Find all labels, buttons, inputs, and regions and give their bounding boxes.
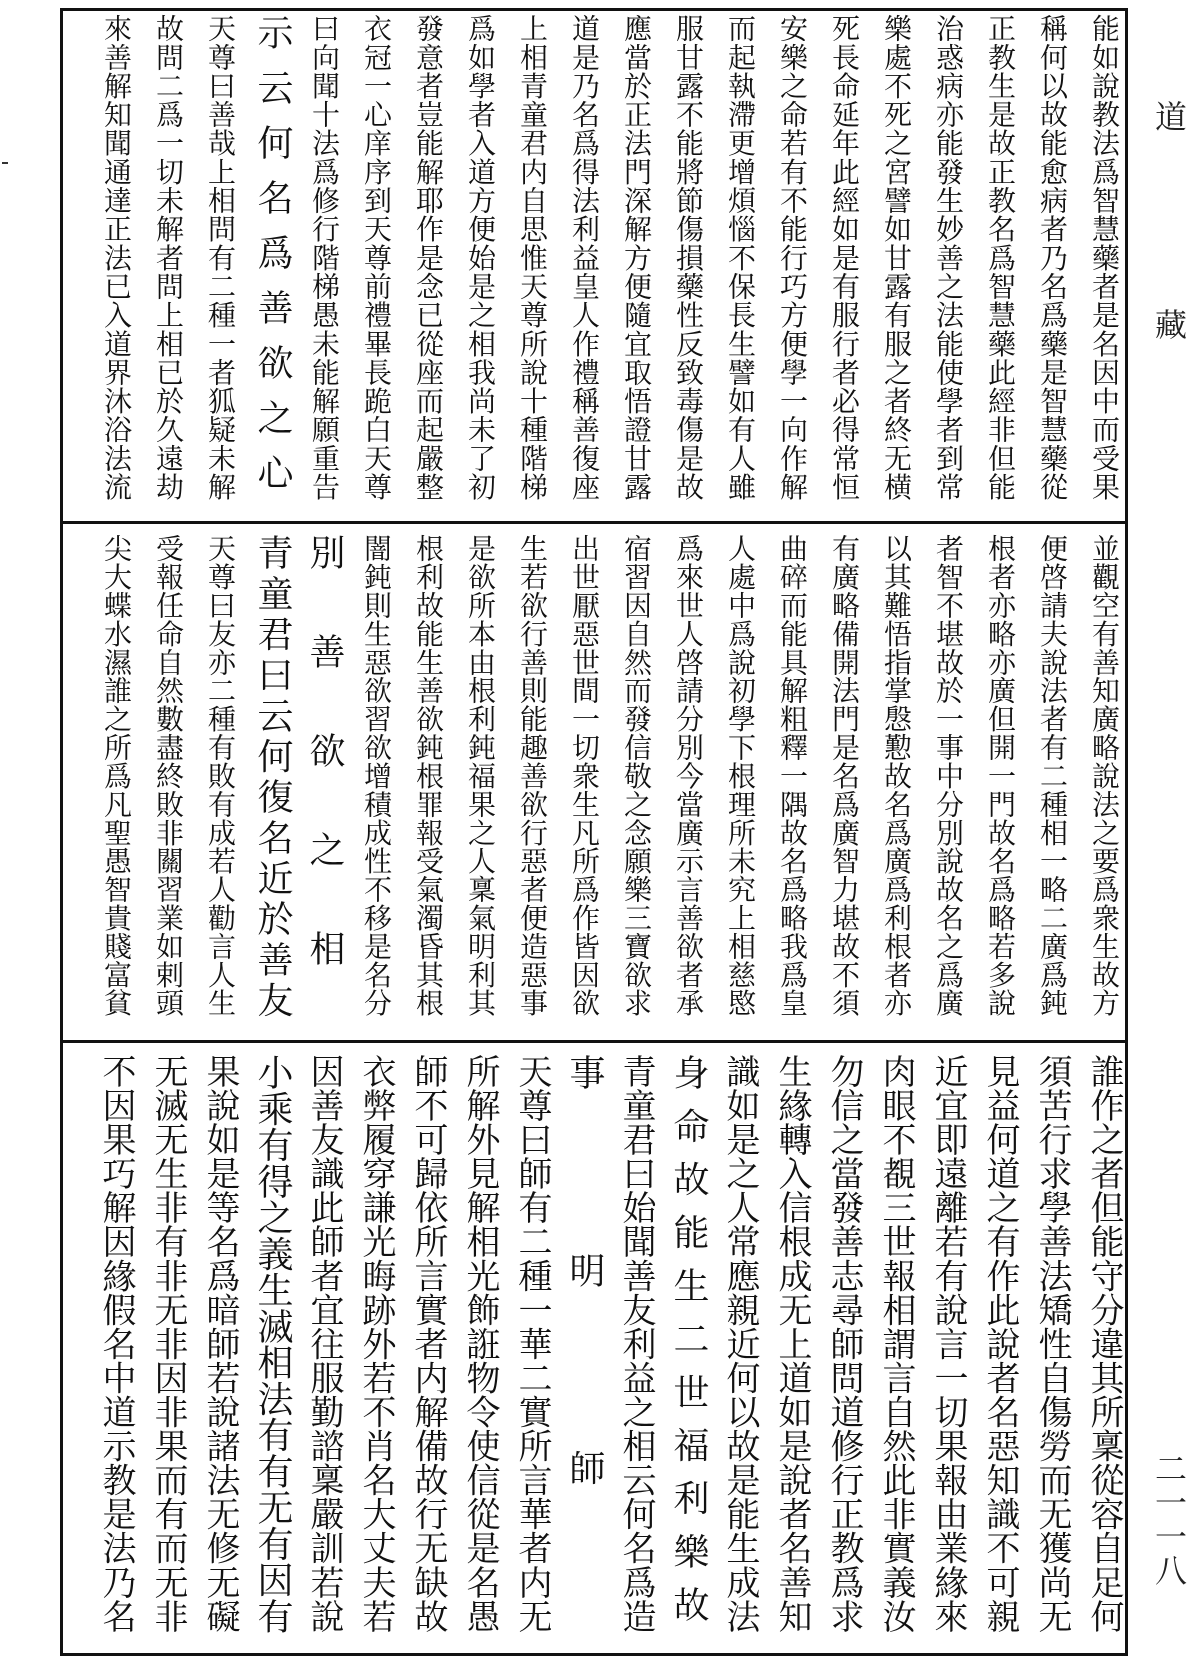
- text-column: 應當於正法門深解方便隨宜取悟證甘露: [620, 14, 653, 501]
- text-column: 小乘有得之義生滅相法有有无有因有: [252, 1054, 293, 1634]
- text-column: 誰作之者但能守分違其所稟從容自足何: [1084, 1054, 1124, 1633]
- text-column: 因善友識此師者宜往服勤諮稟嚴訓若說: [304, 1054, 344, 1633]
- text-column: 衣冠一心庠序到天尊前禮畢長跪白天尊: [360, 14, 393, 501]
- text-column: 並觀空有善知廣略說法之要爲衆生故方: [1088, 534, 1121, 1017]
- text-column: 正教生是故正教名爲智慧藥此經非但能: [984, 14, 1017, 501]
- folio-number: 二一一八: [1150, 1452, 1188, 1588]
- text-column: 死長命延年此經如是有服行者必得常恒: [828, 14, 861, 501]
- text-column: 天尊曰師有二種一華二實所言華者内无: [512, 1054, 552, 1633]
- register-divider-2: [60, 1040, 1128, 1043]
- text-column: 生若欲行善則能趣善欲行惡者便造惡事: [516, 534, 549, 1017]
- text-column: 根利故能生善欲鈍根罪報受氣濁昏其根: [412, 534, 445, 1017]
- text-column: 見益何道之有作此說者名惡知識不可親: [980, 1054, 1020, 1633]
- text-column: 受報任命自然數盡終敗非關習業如剌頭: [152, 534, 185, 1017]
- text-column: 勿信之當發善志尋師問道修行正教爲求: [824, 1054, 864, 1633]
- text-column: 根者亦略亦廣但開一門故名爲略若多說: [984, 534, 1017, 1017]
- text-column: 師不可歸依所言實者内解備故行无缺故: [408, 1054, 448, 1633]
- text-column: 曰向聞十法爲修行階梯愚未能解願重告: [308, 14, 341, 501]
- text-column: 天尊曰善哉上相問有二種一者狐疑未解: [204, 14, 237, 501]
- text-column: 出世厭惡世間一切衆生凡所爲作皆因欲: [568, 534, 601, 1017]
- text-column: 以其難悟指掌慇懃故名爲廣爲利根者亦: [880, 534, 913, 1017]
- text-column: 道是乃名爲得法利益皇人作禮稱善復座: [568, 14, 601, 501]
- text-column: 生緣轉入信根成无上道如是說者名善知: [772, 1054, 812, 1633]
- text-column: 樂處不死之宮譬如甘露有服之者終无横: [880, 14, 913, 501]
- register-bottom: [90, 1054, 1130, 1650]
- text-column: 識如是之人常應親近何以故是能生成法: [720, 1054, 760, 1633]
- text-column: 人處中爲說初學下根理所未究上相慈愍: [724, 534, 757, 1017]
- text-column: 身命故能生二世福利樂故: [668, 1054, 709, 1639]
- text-column: 爲如學者入道方便始是之相我尚未了初: [464, 14, 497, 501]
- text-column: 天尊曰友亦二種有敗有成若人勸言人生: [204, 534, 237, 1017]
- header-char-2: 藏: [1150, 308, 1188, 340]
- text-column: 不因果巧解因緣假名中道示教是法乃名: [96, 1054, 136, 1633]
- text-column: 近宜即遠離若有說言一切果報由業緣來: [928, 1054, 968, 1633]
- text-column: 青童君曰云何復名近於善友: [252, 534, 293, 1022]
- text-column: 无滅无生非有非无非因非果而有而无非: [148, 1054, 188, 1633]
- text-column: 示云何名爲善欲之心: [252, 14, 293, 509]
- text-column: 爲來世人啓請分別今當廣示言善欲者承: [672, 534, 705, 1017]
- text-column: 是欲所本由根利鈍福果之人稟氣明利其: [464, 534, 497, 1017]
- text-column: 所解外見解相光飾誑物令使信從是名愚: [460, 1054, 500, 1633]
- text-column: 衣弊履穿謙光晦跡外若不肖名大丈夫若: [356, 1054, 396, 1633]
- text-column: 稱何以故能愈病者乃名爲藥是智慧藥從: [1036, 14, 1069, 501]
- register-divider-1: [60, 521, 1128, 524]
- text-column: 有廣略備開法門是名爲廣智力堪故不須: [828, 534, 861, 1017]
- text-column: 安樂之命若有不能行巧方便學一向作解: [776, 14, 809, 501]
- text-column: 須苦行求學善法矯性自傷勞而无獲尚无: [1032, 1054, 1072, 1633]
- text-column: 尖大蝶水濕誰之所爲凡聖愚智貴賤富貧: [100, 534, 133, 1017]
- text-column: 能如說教法爲智慧藥者是名因中而受果: [1088, 14, 1121, 501]
- text-column: 宿習因自然而發信敬之念願樂三寶欲求: [620, 534, 653, 1017]
- text-column: 服甘露不能將節傷損藥性反致毒傷是故: [672, 14, 705, 501]
- text-column: 事明師: [564, 1054, 605, 1647]
- text-column: 而起執滯更增煩惱不保長生譬如有人雖: [724, 14, 757, 501]
- text-column: 曲碎而能具解粗釋一隅故名爲略我爲皇: [776, 534, 809, 1017]
- text-column: 果說如是等名爲暗師若說諸法无修无礙: [200, 1054, 240, 1633]
- text-column: 青童君曰始聞善友利益之相云何名爲造: [616, 1054, 656, 1633]
- text-column: 者智不堪故於一事中分別說故名之爲廣: [932, 534, 965, 1017]
- register-middle: [90, 534, 1130, 1034]
- text-column: 來善解知聞通達正法已入道界沐浴法流: [100, 14, 133, 501]
- text-column: 發意者豈能解耶作是念已從座而起嚴整: [412, 14, 445, 501]
- text-column: 闇鈍則生惡欲習欲增積成性不移是名分: [360, 534, 393, 1017]
- text-column: 便啓請夫說法者有二種相一略二廣爲鈍: [1036, 534, 1069, 1017]
- text-column: 別善欲之相: [304, 534, 345, 1029]
- text-column: 肉眼不覩三世報相謂言自然此非實義汝: [876, 1054, 916, 1633]
- text-column: 上相青童君内自思惟天尊所說十種階梯: [516, 14, 549, 501]
- text-column: 故問二爲一切未解者問上相已於久遠劫: [152, 14, 185, 501]
- margin-tick: [2, 162, 8, 164]
- header-char-1: 道: [1150, 100, 1188, 132]
- text-column: 治惑病亦能發生妙善之法能使學者到常: [932, 14, 965, 501]
- register-top: [90, 14, 1130, 518]
